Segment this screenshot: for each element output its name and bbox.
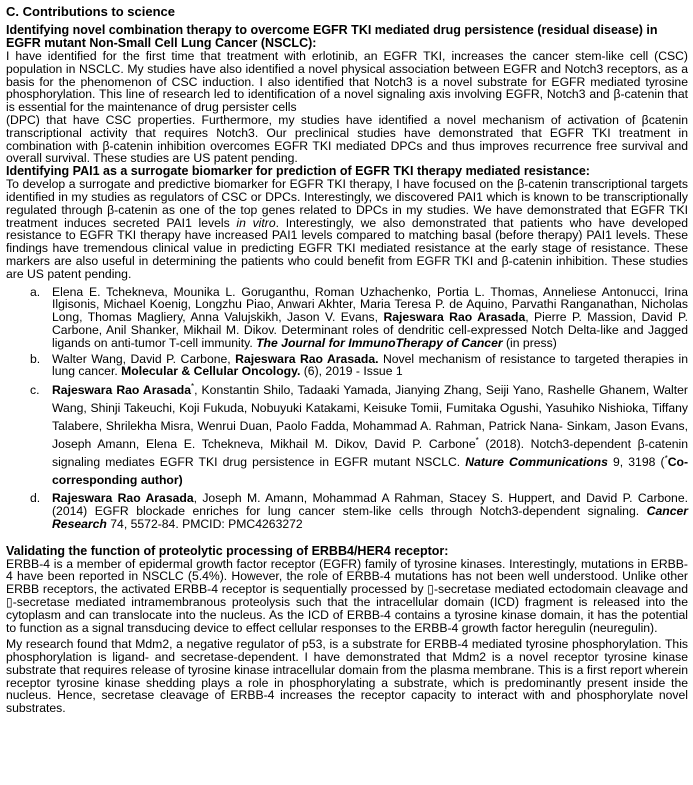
block-pai1-biomarker	[6, 165, 688, 280]
reference-tail: (in press)	[502, 335, 557, 350]
reference-journal: Cancer Research	[52, 503, 688, 531]
corresponding-mark: *	[664, 454, 668, 464]
reference-item	[6, 286, 688, 350]
reference-journal: The Journal for ImmunoTherapy of Cancer	[256, 335, 503, 350]
paragraph-text: . Interestingly, we also demonstrated that patients who have developed resistance to EGFR TKI therapy have increased PAI1 levels compared to matching basal (before therapy) PAI1 levels. These findings have tremendous clinical value in predicting EGFR TKI mediated resistance at the early stage of resistance. These markers are also useful in determining the patients who could benefit from EGFR TKI and β-catenin inhibition. These studies are US patent pending.	[6, 215, 688, 281]
reference-authors: Walter Wang, David P. Carbone,	[52, 351, 236, 366]
reference-tail: (6), 2019 - Issue 1	[300, 364, 403, 379]
paragraph: I have identified for the first time that treatment with erlotinib, an EGFR TKI, increases the cancer stem-like cell (CSC) population in NSCLC. My studies have also identified a novel physical association between EGFR and Notch3 receptors, as a basis for the phenomenon of CSC induction. I also identified that Notch3 is a novel substrate for EGFR mediated tyrosine phosphorylation. This line of research led to identification of a novel signaling axis involving EGFR, Notch3 and β-catenin that is essential for the maintenance of drug persister cells	[6, 49, 688, 115]
reference-highlighted-author: Rajeswara Rao Arasada	[383, 310, 526, 325]
block-erbb4-proteolytic-processing	[6, 545, 688, 716]
reference-authors: , Konstantin Shilo, Tadaaki Yamada, Jianying Zhang, Seiji Yano, Rashelle Ghanem, Walter Wang, Shinji Takeuchi, Koji Fukuda, Nobuyuki Katakami, Keisuke Tomii, Fumitaka Ogushi, Yasuhiko Nishioka, Tiffany Talabere, Shrilekha Misra, Wenrui Duan, Paolo Fadda, Mohammad A. Rahman, Patrick Nana- Sinkam, Jason Evans, Joseph Amann, Elena E. Tchekneva, Mikhail M. Dikov, David P. Carbone	[52, 383, 688, 452]
reference-title: (2018). Notch3-dependent β-catenin signaling mediates EGFR TKI drug persistence in EGFR mutant NSCLC.	[52, 437, 688, 470]
reference-highlighted-author: Rajeswara Rao Arasada.	[235, 351, 379, 366]
reference-journal: Molecular & Cellular Oncology.	[121, 364, 301, 379]
paragraph: (DPC) that have CSC properties. Furthermore, my studies have identified a novel mechanism of activation of βcatenin transcriptional activity that requires Notch3. Our preclinical studies have demonstrated that EGFR TKI treatment in combination with β-catenin inhibition overcomes EGFR TKI mediated DPCs and thus improves recurrence free survival and overall survival. These studies are US patent pending.	[6, 112, 688, 166]
block-title: Validating the function of proteolytic processing of ERBB4/HER4 receptor:	[6, 543, 449, 558]
block-title: Identifying novel combination therapy to overcome EGFR TKI mediated drug persistence (residual disease) in EGFR mutant Non-Small Cell Lung Cancer (NSCLC):	[6, 23, 658, 50]
reference-body	[52, 381, 688, 489]
reference-tail: 9, 3198 (	[607, 455, 665, 470]
block-title: Identifying PAI1 as a surrogate biomarker for prediction of EGFR TKI therapy mediated resistance:	[6, 164, 590, 179]
reference-authors: , Pierre P. Massion, David P. Carbone, Anil Shanker, Mikhail M. Dikov. Determinant roles of dendritic cell-expressed Notch Delta-like and Jagged ligands on anti-tumor T-cell immunity.	[52, 310, 688, 350]
paragraph-text: To develop a surrogate and predictive biomarker for EGFR TKI therapy, I have focused on the β-catenin transcriptional targets identified in my studies as regulators of CSC or DPCs. Interestingly, we discovered PAI1 which is known to be transcriptionally regulated through β-catenin as one of the top genes related to DPCs in my studies. We have demonstrated that EGFR TKI treatment induces secreted PAI1 levels	[6, 177, 688, 230]
reference-item	[6, 492, 688, 530]
reference-list	[6, 286, 688, 531]
reference-marker: d.	[30, 491, 41, 506]
reference-marker: a.	[30, 284, 41, 299]
reference-item	[6, 353, 688, 379]
corresponding-mark: *	[475, 436, 479, 446]
reference-tail: 74, 5572-84. PMCID: PMC4263272	[106, 516, 303, 531]
reference-highlighted-author: Rajeswara Rao Arasada	[52, 491, 194, 506]
reference-journal: Nature Communications	[465, 455, 608, 470]
reference-note: Co-corresponding author)	[52, 455, 689, 488]
reference-marker: b.	[30, 351, 41, 366]
paragraph: My research found that Mdm2, a negative regulator of p53, is a substrate for ERBB-4 mediated tyrosine phosphorylation. This phosphorylation is ligand- and secretase-dependent. I have demonstrated that Mdm2 is a novel receptor tyrosine kinase substrate that requires release of tyrosine kinase intracellular domain from the plasma membrane. This is a first report wherein receptor tyrosine kinase shedding plays a role in phosphorylating a substrate, which is predominantly present inside the nucleus. Hence, secretase cleavage of ERBB-4 increases the receptor capacity to interact with and phosphorylate novel substrates.	[6, 637, 688, 716]
reference-title: Novel mechanism of resistance to targeted therapies in lung cancer.	[52, 351, 689, 379]
reference-item	[6, 381, 688, 489]
reference-marker: c.	[30, 383, 40, 398]
section-heading: C. Contributions to science	[6, 4, 176, 19]
italic-term: in vitro	[236, 215, 276, 230]
reference-highlighted-author: Rajeswara Rao Arasada	[52, 383, 192, 398]
paragraph: ERBB-4 is a member of epidermal growth factor receptor (EGFR) family of tyrosine kinases. Interestingly, mutations in ERBB-4 have been reported in NSCLC (5.4%). However, the role of ERBB-4 mutations has not been well understood. Unlike other ERBB receptors, the activated ERBB-4 receptor is sequentially processed by ▯-secretase mediated ectodomain cleavage and ▯-secretase mediated intramembranous proteolysis such that the intracellular domain (ICD) fragment is released into the cytoplasm and can translocate into the nucleus. As the ICD of ERBB-4 contains a tyrosine kinase domain, it has the potential to function as a signal transducing device to effect cellular responses to the ERBB-4 growth factor heregulin (neuregulin).	[6, 556, 688, 635]
paragraph	[6, 178, 688, 280]
corresponding-mark: *	[191, 382, 195, 392]
reference-body	[52, 353, 688, 379]
reference-body	[52, 286, 688, 350]
block-egfr-tki-drug-persistence	[6, 24, 688, 165]
reference-authors: Elena E. Tchekneva, Mounika L. Goruganthu, Roman Uzhachenko, Portia L. Thomas, Anneliese Antonucci, Irina Ilgisonis, Michael Koenig, Longzhu Piao, Anwari Akhter, Maria Teresa P. de Aquino, Parvathi Ranganathan, Nicholas Long, Thomas Magliery, Anna Valujskikh, Jason V. Evans,	[52, 284, 688, 325]
reference-authors: , Joseph M. Amann, Mohammad A Rahman, Stacey S. Huppert, and David P. Carbone. (2014) EGFR blockade enriches for lung cancer stem-like cells through Notch3-dependent signaling.	[52, 491, 689, 518]
reference-body	[52, 492, 688, 530]
